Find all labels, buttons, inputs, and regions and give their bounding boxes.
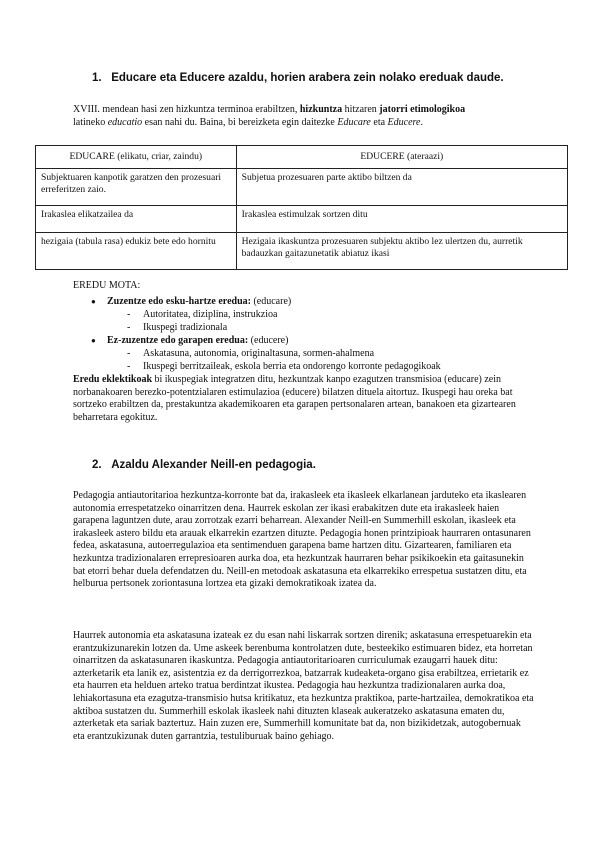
eclectic-term: Eredu eklektikoak (73, 374, 152, 385)
table-row (36, 233, 568, 270)
table-cell: Irakaslea estimulzak sortzen ditu (236, 206, 567, 233)
list-item: ● Zuzentze edo esku-hartze eredua: (educare) (73, 295, 553, 308)
question-2-number: 2. (92, 459, 102, 471)
question-2-title: Azaldu Alexander Neill-en pedagogia. (111, 459, 316, 471)
term-etymology: jatorri etimologikoa (379, 104, 466, 115)
list-item: ● Ez-zuzentze edo garapen eredua: (educere) (73, 334, 553, 347)
table-header-cell: EDUCARE (elikatu, criar, zaindu) (36, 146, 237, 169)
question-1-intro: XVIII. mendean hasi zen hizkuntza terminoa erabiltzen, hizkuntza hitzaren jatorri etimologikoa latineko educatio esan nahi du. Baina, bi bereizketa egin daitezke Educare eta Educere. (73, 104, 466, 128)
list-item: - Ikuspegi berritzaileak, eskola berria eta ondorengo korronte pedagogikoak (73, 360, 553, 373)
table-row (36, 169, 568, 206)
term-hizkuntza: hizkuntza (299, 104, 343, 115)
table-cell: Irakaslea elikatzailea da (36, 206, 237, 233)
list-item: - Ikuspegi tradizionala (73, 321, 553, 334)
models-list (73, 295, 553, 373)
question-1-title: Educare eta Educere azaldu, horien arabera zein nolako ereduak daude. (111, 72, 504, 84)
table-header-row (36, 146, 568, 169)
question-1-heading (92, 72, 504, 84)
list-item: - Autoritatea, diziplina, instrukzioa (73, 308, 553, 321)
educare-educere-table (35, 145, 568, 270)
table-cell: Subjetua prozesuaren parte aktibo biltzen da (236, 169, 567, 206)
list-item: - Askatasuna, autonomia, originaltasuna, sormen-ahalmena (73, 347, 553, 360)
neill-paragraph-2: Haurrek autonomia eta askatasuna izateak ez du esan nahi liskarrak sortzen direnik; askatasuna errespetuarekin eta erantzukizunarekin lotzen da. Ume askeek berenbuma kontrolatzen dute, besteekiko estimuaren bidez, eta horretan oinarritzen da askatasunaren ikaskuntza. Pedagogia antiautoritarioaren curriculumak ezaugarri hauek ditu: azterketarik eta lanik ez, asistentzia ez da derrigorrezkoa, batzarrak kudeaketa-organo gisa erabiltzea, errietarik ez eta haurren eta helduen arteko tratua berdintzat ikustea. Pedagogia hau hezkuntza tradizionalaren aurka doa, lehiakortasuna eta ezagutza-transmisio hutsa kritikatuz, eta hezkuntza praktikoa, parte-hartzailea, demokratikoa eta aktiboa sustatzen du. Summerhill eskolak ikasleek nahi dituzten klaseak aukeratzeko askatasuna ematen du, azterketak eta sariak baztertuz. Hain zuzen ere, Summerhill komunitate bat da, non bizikidetzak, autogobernuak eta erantzukizunak duten garrantzia, testuliburuak baino gehiago. (73, 630, 534, 742)
neill-paragraph-1: Pedagogia antiautoritarioa hezkuntza-korronte bat da, irakasleek eta ikasleek elkarlanean jarduteko eta ikaslearen autonomia errespetatzeko oinarritzen dena. Haurrek eskolan zer ikasi erabakitzen dute eta irakasleek haien garapena laguntzen dute, arau zorrotzak ezarri beharrean. Alexander Neill-en Summerhill eskolan, ikasleek eta irakasleek astero bildu eta arauak elkarrekin ezartzen dituzte. Pedagogia honen printzipioak haurraren ontasunaren fedea, askatasuna, autoerregulazioa eta sentimenduen garapena bame hartzen ditu. Gizartearen, familiaren eta hezkuntza tradizionalaren errepresioaren aurka doa, eta hezkuntzak haurraren behar psikikoekin eta gaitasunekin bat etorri behar duela defendatzen du. Neill-en metodoak askatasuna eta elkarrekiko errespetua sustatzen ditu, eta helburua pertsonek zoriontasuna lortzea eta gizaki demokratikoak izatea da. (73, 490, 531, 590)
table-cell: hezigaia (tabula rasa) edukiz bete edo hornitu (36, 233, 237, 270)
models-heading: EREDU MOTA: (73, 280, 141, 291)
table-cell: Hezigaia ikaskuntza prozesuaren subjektu aktibo lez ulertzen du, aurretik badauzkan gaitazunetatik abiatuz ikasi (236, 233, 567, 270)
table-row (36, 206, 568, 233)
table-cell: Subjektuaren kanpotik garatzen den prozesuari erreferitzen zaio. (36, 169, 237, 206)
question-1-number: 1. (92, 72, 102, 84)
eclectic-paragraph: Eredu eklektikoak bi ikuspegiak integratzen ditu, hezkuntzak kanpo ezagutzen transmisioa (educare) zein norbanakoaren berezko-potentzialaren estimulazioa (educere) bilatzen dituela aitortuz. Ikuspegi hau oreka bat sortzeko erabiltzen da, prestakuntza akademikoaren eta garapen pertsonalaren artean, banakoen eta gizartearen beharretara egokituz. (73, 374, 516, 423)
table-header-cell: EDUCERE (ateraazi) (236, 146, 567, 169)
question-2-heading (92, 459, 316, 471)
